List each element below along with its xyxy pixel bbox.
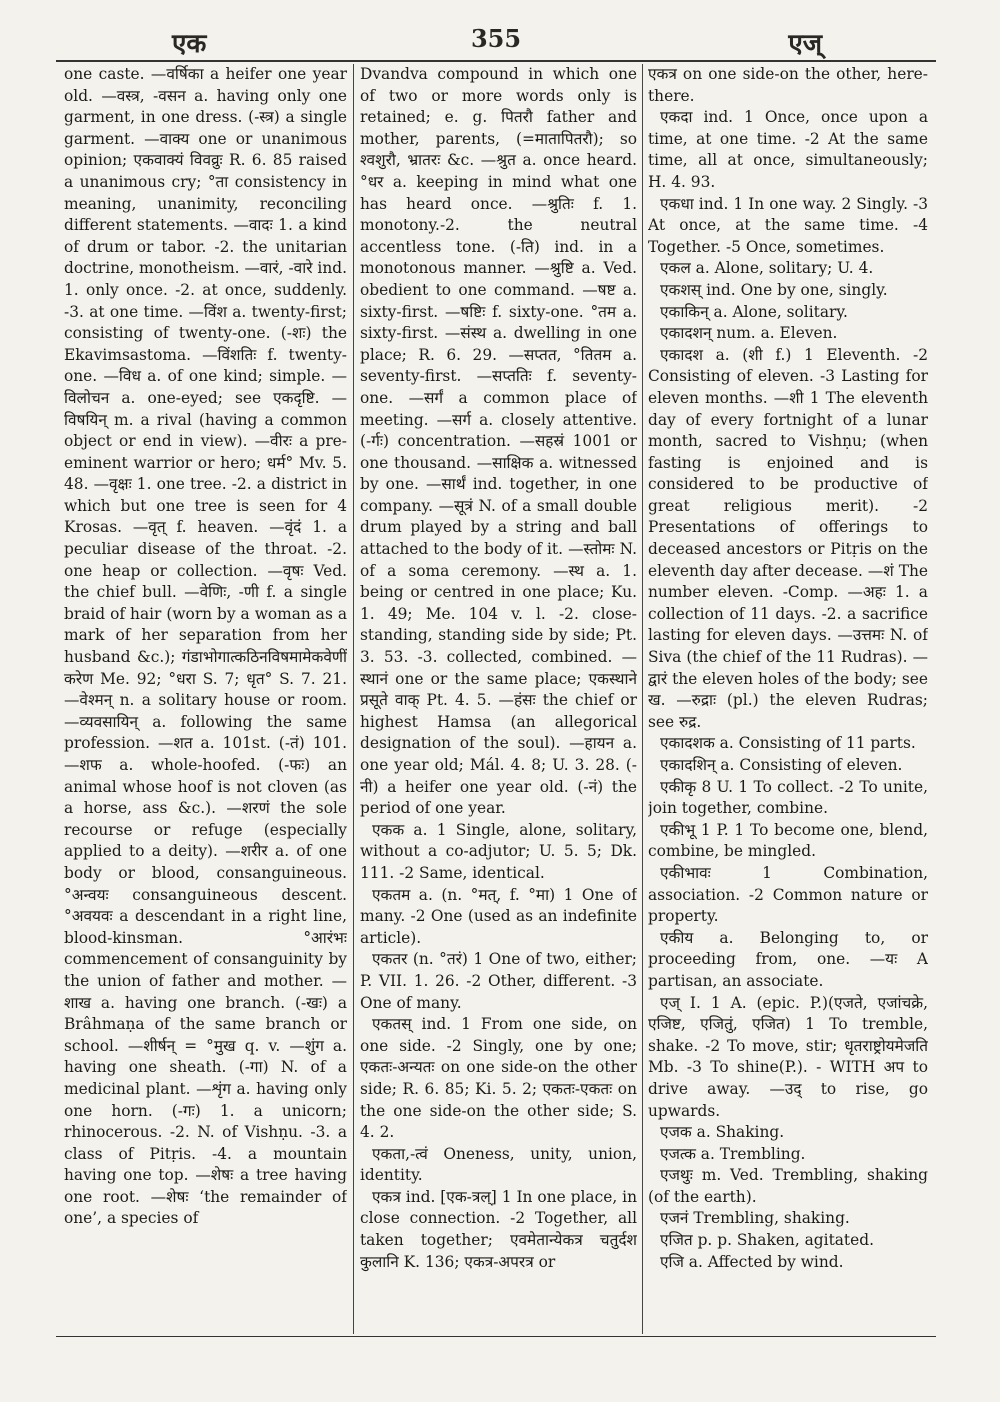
page-number: 355 <box>470 24 522 53</box>
entry-paragraph: एकीभू 1 P. 1 To become one, blend, combine, be mingled. <box>648 820 928 861</box>
entry-paragraph: एकत्र ind. [एक-त्रल्] 1 In one place, in close connection. -2 Together, all taken together; एवमेतान्येकत्र चतुर्दश कुलानि K. 136; एकत्र-अपरत्र or <box>360 1187 637 1271</box>
entry-paragraph: एकल a. Alone, solitary; U. 4. <box>660 259 874 278</box>
entry-paragraph: एकीकृ 8 U. 1 To collect. -2 To unite, join together, combine. <box>648 777 928 818</box>
entry-paragraph: एकदा ind. 1 Once, once upon a time, at one time. -2 At the same time, all at once, simultaneously; H. 4. 93. <box>648 108 928 191</box>
entry-paragraph: एकीभावः 1 Combination, association. -2 Common nature or property. <box>648 863 928 926</box>
entry-paragraph: एज् I. 1 A. (epic. P.)(एजते, एजांचक्रे, एजिष्ट, एजितुं, एजित) 1 To tremble, shake. -2 To move, stir; धृतराष्ट्रोयमेजति Mb. -3 To shine(P.). - WITH अप to drive away. —उद् to rise, go upwards. <box>648 993 928 1120</box>
entry-paragraph: एकीय a. Belonging to, or proceeding from, one. —यः A partisan, an associate. <box>648 928 928 990</box>
entry-paragraph: एजित p. p. Shaken, agitated. <box>660 1231 874 1250</box>
entry-paragraph: एकक a. 1 Single, alone, solitary, without a co-adjutor; U. 5. 5; Dk. 111. -2 Same, identical. <box>360 820 637 882</box>
entry-paragraph: एजत्क a. Trembling. <box>660 1144 806 1163</box>
page-header <box>56 24 936 64</box>
footer-rule <box>56 1336 936 1337</box>
column-divider <box>353 64 354 1334</box>
entry-paragraph: एकता,-त्वं Oneness, unity, union, identity. <box>360 1144 637 1185</box>
entry-paragraph: एकत्र on one side-on the other, here-there. <box>648 65 928 105</box>
entry-paragraph: एकतम a. (n. °मत्, f. °मा) 1 One of many. -2 One (used as an indefinite article). <box>360 885 637 947</box>
entry-paragraph: एकशस् ind. One by one, singly. <box>660 280 888 299</box>
entry-paragraph: एजनं Trembling, shaking. <box>660 1209 850 1228</box>
column-2 <box>360 64 637 1329</box>
entry-paragraph: एकाकिन् a. Alone, solitary. <box>660 302 848 321</box>
header-rule <box>56 60 936 62</box>
entry-paragraph: one caste. —वर्षिका a heifer one year old. —वस्त्र, -वसन a. having only one garment, in one dress. (-स्त्र) a single garment. —वाक्य one or unanimous opinion; एकवाक्यं विवव्रुः R. 6. 85 raised a unanimous cry; °ता consistency in meaning, unanimity, reconciling different statements. —वादः 1. a kind of drum or tabor. -2. the unitarian doctrine, monotheism. —वारं, -वारे ind. 1. only once. -2. at once, suddenly. -3. at one time. —विंश a. twenty-first; consisting of twenty-one. (-शः) the Ekavimsastoma. —विंशतिः f. twenty-one. —विध a. of one kind; simple. —विलोचन a. one-eyed; see एकदृष्टि. —विषयिन् m. a rival (having a common object or end in view). —वीरः a pre-eminent warrior or hero; धर्म° Mv. 5. 48. —वृक्षः 1. one tree. -2. a district in which but one tree is seen for 4 Krosas. —वृत् f. heaven. —वृंदं 1. a peculiar disease of the throat. -2. one heap or collection. —वृषः Ved. the chief bull. —वेणिः, -णी f. a single braid of hair (worn by a woman as a mark of her separation from her husband &c.); गंडाभोगात्कठिनविषमामेकवेणीं करेण Me. 92; °धरा S. 7; धृत° S. 7. 21. —वेश्मन् n. a solitary house or room. —व्यवसायिन् a. following the same profession. —शत a. 101st. (-तं) 101. —शफ a. whole-hoofed. (-फः) an animal whose hoof is not cloven (as a horse, ass &c.). —शरणं the sole recourse or refuge (especially applied to a deity). —शरीर a. of one body or blood, consanguineous. °अन्वयः consanguineous descent. °अवयवः a descendant in a right line, blood-kinsman. °आरंभः commencement of consanguinity by the union of father and mother. —शाख a. having one branch. (-खः) a Brâhmaṇa of the same branch or school. —शीर्षन् = °मुख q. v. —शुंग a. having one sheath. (-गा) N. of a medicinal plant. —शृंग a. having only one horn. (-गः) 1. a unicorn; rhinocerous. -2. N. of Vishṇu. -3. a class of Pitṛis. -4. a mountain having one top. —शेषः a tree having one root. —शेषः ‘the remainder of one’, a species of <box>64 65 347 1228</box>
entry-paragraph: एकादश a. (शी f.) 1 Eleventh. -2 Consisting of eleven. -3 Lasting for eleven months. —शी 1 The eleventh day of every fortnight of a lunar month, sacred to Vishṇu; (when fasting is enjoined and is considered to be productive of great religious merit). -2 Presentations of offerings to deceased ancestors or Pitṛis on the eleventh day after decease. —शं The number eleven. -Comp. —अहः 1. a collection of 11 days. -2. a sacrifice lasting for eleven days. —उत्तमः N. of Siva (the chief of the 11 Rudras). —द्वारं the eleven holes of the body; see ख. —रुद्राः (pl.) the eleven Rudras; see रुद्र. <box>648 345 928 731</box>
column-divider <box>642 64 643 1334</box>
entry-paragraph: एकधा ind. 1 In one way. 2 Singly. -3 At once, at the same time. -4 Together. -5 Once, sometimes. <box>648 194 928 256</box>
entry-paragraph: एकादशन् num. a. Eleven. <box>660 324 838 343</box>
entry-paragraph: एजथुः m. Ved. Trembling, shaking (of the earth). <box>648 1166 928 1206</box>
right-guide-word: एज् <box>788 29 822 59</box>
entry-paragraph: एकादशिन् a. Consisting of eleven. <box>660 756 903 774</box>
entry-paragraph: एकतर (n. °तरं) 1 One of two, either; P. VII. 1. 26. -2 Other, different. -3 One of many. <box>360 950 637 1012</box>
entry-paragraph: Dvandva compound in which one of two or more words only is retained; e. g. पितरौ father and mother, parents, (=मातापितरौ); so श्वशुरौ, भ्रातरः &c. —श्रुत a. once heard. °धर a. keeping in mind what one has heard once. —श्रुतिः f. 1. monotony.-2. the neutral accentless tone. (-ति) ind. in a monotonous manner. —श्रुष्टि a. Ved. obedient to one command. —षष्ट a. sixty-first. —षष्टिः f. sixty-one. °तम a. sixty-first. —संस्थ a. dwelling in one place; R. 6. 29. —सप्तत, °तितम a. seventy-first. —सप्ततिः f. seventy-one. —सर्गं a common place of meeting. —सर्ग a. closely attentive. (-र्गः) concentration. —सहस्रं 1001 or one thousand. —साक्षिक a. witnessed by one. —सार्थं ind. together, in one company. —सूत्रं N. of a small double drum played by a string and ball attached to the body of it. —स्तोमः N. of a soma ceremony. —स्थ a. 1. being or centred in one place; Ku. 1. 49; Me. 104 v. l. -2. close-standing, standing side by side; Pt. 3. 53. -3. collected, combined. —स्थानं one or the same place; एकस्थाने प्रसूते वाक् Pt. 4. 5. —हंसः the chief or highest Hamsa (an allegorical designation of the soul). —हायन a. one year old; Mál. 4. 8; U. 3. 28. (-नी) a heifer one year old. (-नं) the period of one year. <box>360 65 637 818</box>
column-3 <box>648 64 928 1329</box>
entry-paragraph: एजि a. Affected by wind. <box>660 1252 844 1271</box>
column-1 <box>64 64 347 1329</box>
entry-paragraph: एजक a. Shaking. <box>660 1123 785 1142</box>
left-guide-word: एक <box>172 29 207 59</box>
entry-paragraph: एकादशक a. Consisting of 11 parts. <box>660 734 916 753</box>
entry-paragraph: एकतस् ind. 1 From one side, on one side. -2 Singly, one by one; एकतः-अन्यतः on one side-on the other side; R. 6. 85; Ki. 5. 2; एकतः-एकतः on the one side-on the other side; S. 4. 2. <box>360 1015 637 1142</box>
